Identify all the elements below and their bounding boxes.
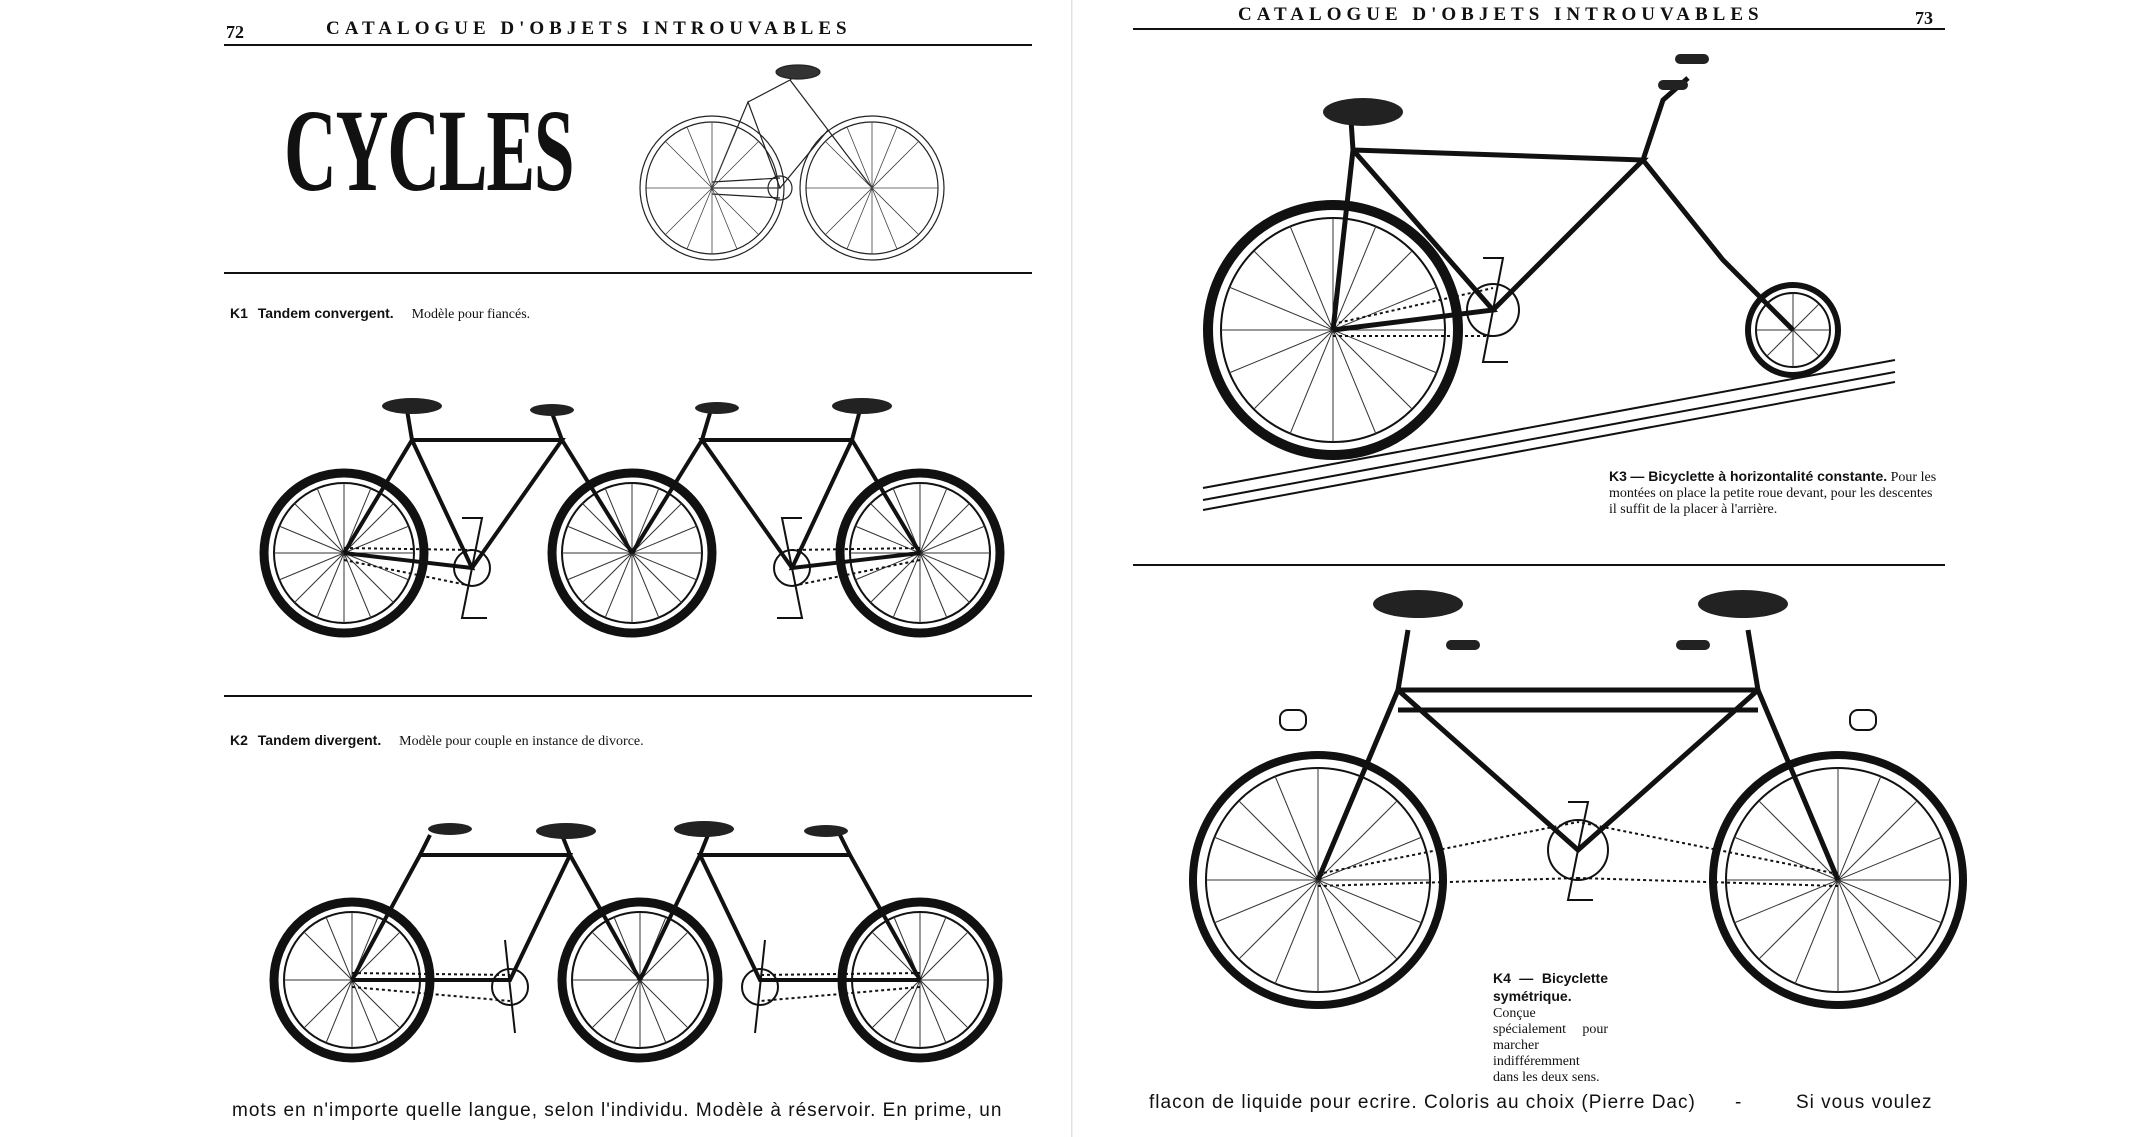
footer-text: mots en n'importe quelle langue, selon l'individu. Modèle à réservoir. En prime, un (232, 1100, 1003, 1121)
tandem-convergent-illustration (262, 388, 1002, 638)
item-code: K2 (230, 732, 248, 748)
item-caption-k1 (230, 305, 530, 323)
item-description: Conçue spécialement pour marcher indifféremment dans les deux sens. (1493, 1006, 1608, 1085)
section-rule-1 (224, 272, 1032, 274)
section-title: CYCLES (284, 85, 574, 216)
item-description: Modèle pour fiancés. (411, 307, 531, 322)
horizontal-bicycle-illustration (1203, 40, 1953, 510)
footer-text-left: flacon de liquide pour ecrire. Coloris au choix (Pierre Dac) (1149, 1092, 1696, 1113)
section-rule-2 (224, 695, 1032, 697)
item-code: K4 (1493, 970, 1511, 986)
item-caption-k3: K3 — Bicyclette à horizontalité constante. Pour les montées on place la petite roue devant, pour les descentes il suffit de la placer à l'arrière. (1609, 468, 1937, 517)
header-rule (1133, 28, 1945, 30)
footer-text-right: Si vous voulez (1796, 1092, 1933, 1113)
page-number: 73 (1915, 8, 1933, 28)
right-page (1073, 0, 2146, 1137)
symmetric-bicycle-illustration (1188, 590, 1968, 1010)
header-bicycle-illustration (630, 60, 950, 260)
page-number: 72 (226, 22, 244, 42)
item-code: K3 (1609, 468, 1627, 484)
item-name: Bicyclette à horizontalité constante. (1648, 468, 1888, 484)
section-rule (1133, 564, 1945, 566)
running-head: CATALOGUE D'OBJETS INTROUVABLES (1238, 4, 1764, 25)
footer-dash: - (1735, 1092, 1743, 1113)
item-caption-k2 (230, 732, 644, 750)
header-rule (224, 44, 1032, 46)
running-head: CATALOGUE D'OBJETS INTROUVABLES (326, 18, 852, 39)
item-code: K1 (230, 305, 248, 321)
item-description: Pour les montées on place la petite roue devant, pour les descentes il suffit de la placer à l'arrière. (1609, 470, 1937, 517)
item-name: Bicyclette symétrique. (1493, 970, 1609, 1004)
tandem-divergent-illustration (270, 815, 1010, 1060)
item-name: Tandem convergent. (257, 305, 394, 321)
item-name: Tandem divergent. (257, 732, 382, 748)
item-caption-k4: K4 — Bicyclette symétrique. Conçue spécialement pour marcher indifféremment dans les deux sens. (1493, 970, 1609, 1085)
item-description: Modèle pour couple en instance de divorce. (399, 734, 644, 749)
